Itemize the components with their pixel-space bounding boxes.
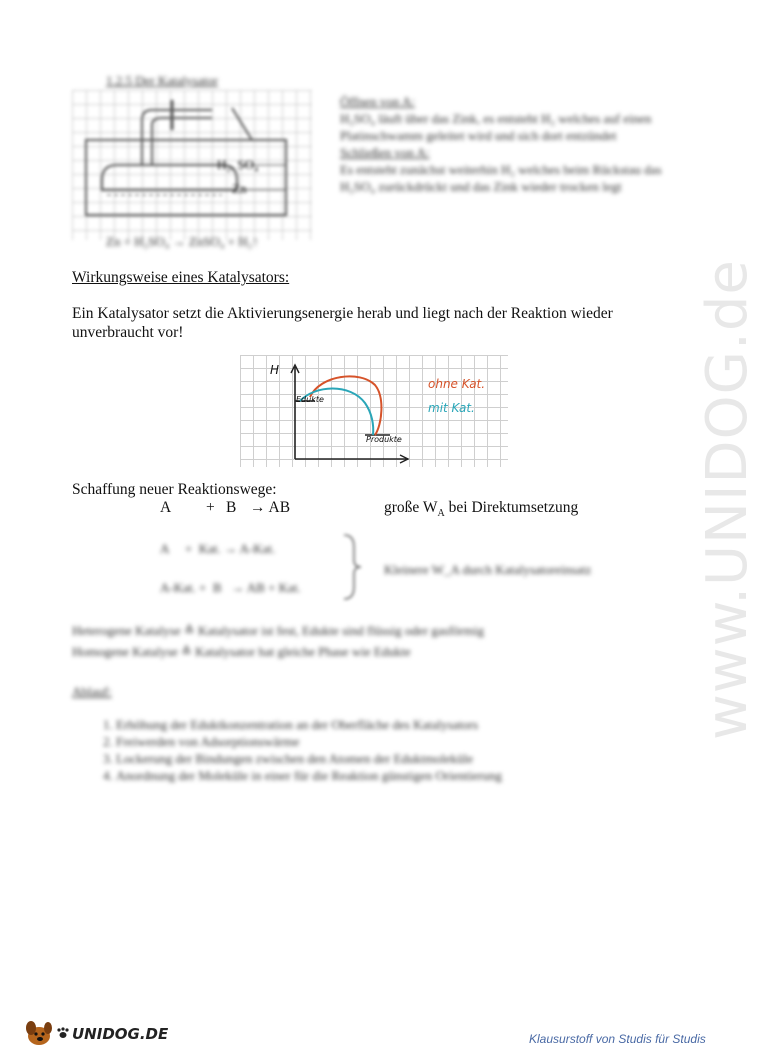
paw-icon bbox=[56, 1027, 70, 1039]
catalyzed-step-2: A-Kat. + B → AB + Kat. bbox=[160, 580, 301, 595]
note-prefix: große W bbox=[384, 499, 438, 516]
close-text: Es entsteht zunächst weiterhin H₂ welches beim Rückstau das H₂SO₄ zurückdrückt und das Zink wieder trocken legt bbox=[340, 162, 662, 194]
curve-without-catalyst bbox=[310, 376, 381, 435]
new-paths-heading: Schaffung neuer Reaktionswege: bbox=[72, 481, 277, 498]
direct-reaction-note bbox=[384, 498, 578, 523]
plus-sign: + bbox=[206, 499, 215, 516]
footer-brand: UNIDOG.DE bbox=[72, 1025, 169, 1043]
procedure-item: 4. Anordnung der Moleküle in einer für die Reaktion günstigen Orientierung bbox=[116, 767, 612, 784]
procedure-title: Ablauf: bbox=[72, 684, 112, 699]
apparatus-drawing bbox=[72, 90, 312, 240]
procedure-list bbox=[72, 716, 612, 784]
apparatus-label-acid: H₂, SO₄ bbox=[217, 157, 259, 172]
products-label: Produkte bbox=[366, 435, 402, 444]
with-catalyst-label: mit Kat. bbox=[428, 401, 475, 415]
catalyzed-step-1: A + Kat. → A-Kat. bbox=[160, 541, 276, 556]
procedure-item: 3. Lockerung der Bindungen zwischen den Atomen der Eduktmoleküle bbox=[116, 750, 612, 767]
note-suffix: bei Direktumsetzung bbox=[444, 499, 579, 516]
heterogeneous-catalysis: Heterogene Katalyse ≙ Katalysator ist fest, Edukte sind flüssig oder gasförmig bbox=[72, 623, 484, 638]
apparatus-equation: Zn + H₂SO₄ → ZnSO₄ + H₂↑ bbox=[106, 234, 259, 249]
procedure-item: 2. Freiwerden von Adsorptionswärme bbox=[116, 733, 612, 750]
footer-logo[interactable] bbox=[22, 1018, 192, 1048]
mechanism-heading: Wirkungsweise eines Katalysators: bbox=[72, 269, 290, 286]
watermark: www.UNIDOG.de bbox=[695, 259, 760, 740]
catalyzed-note: Kleinere W_A durch Katalysatoreinsatz bbox=[384, 562, 592, 577]
brace-icon bbox=[340, 532, 364, 602]
product-ab: → AB bbox=[250, 499, 291, 516]
without-catalyst-label: ohne Kat. bbox=[428, 377, 486, 391]
dog-mascot-icon bbox=[22, 1018, 56, 1048]
apparatus-notes bbox=[340, 93, 685, 195]
note-subscript: A bbox=[437, 508, 445, 520]
apparatus-label-zinc: Zn bbox=[232, 181, 247, 196]
section-heading: 1.2.5 Der Katalysator bbox=[106, 73, 218, 88]
apparatus-sketch bbox=[72, 90, 312, 240]
close-title: Schließen von A: bbox=[340, 145, 430, 160]
y-axis-label: H bbox=[270, 363, 280, 377]
intro-sentence: Ein Katalysator setzt die Aktivierungsenergie herab und liegt nach der Reaktion wieder unverbraucht vor! bbox=[72, 305, 613, 341]
open-title: Öffnen von A: bbox=[340, 94, 415, 109]
homogeneous-catalysis: Homogene Katalyse ≙ Katalysator hat gleiche Phase wie Edukte bbox=[72, 644, 411, 659]
energy-diagram bbox=[240, 355, 508, 467]
educts-label: Edukte bbox=[296, 395, 324, 404]
footer-slogan: Klausurstoff von Studis für Studis bbox=[529, 1032, 706, 1046]
open-text: H₂SO₄ läuft über das Zink, es entsteht H₂ welches auf einen Platinschwamm geleitet wird und sich dort entzündet bbox=[340, 111, 652, 143]
reactant-a: A bbox=[160, 499, 172, 516]
reactant-b: B bbox=[226, 499, 237, 516]
procedure-item: 1. Erhöhung der Eduktkonzentration an der Oberfläche des Katalysators bbox=[116, 716, 612, 733]
